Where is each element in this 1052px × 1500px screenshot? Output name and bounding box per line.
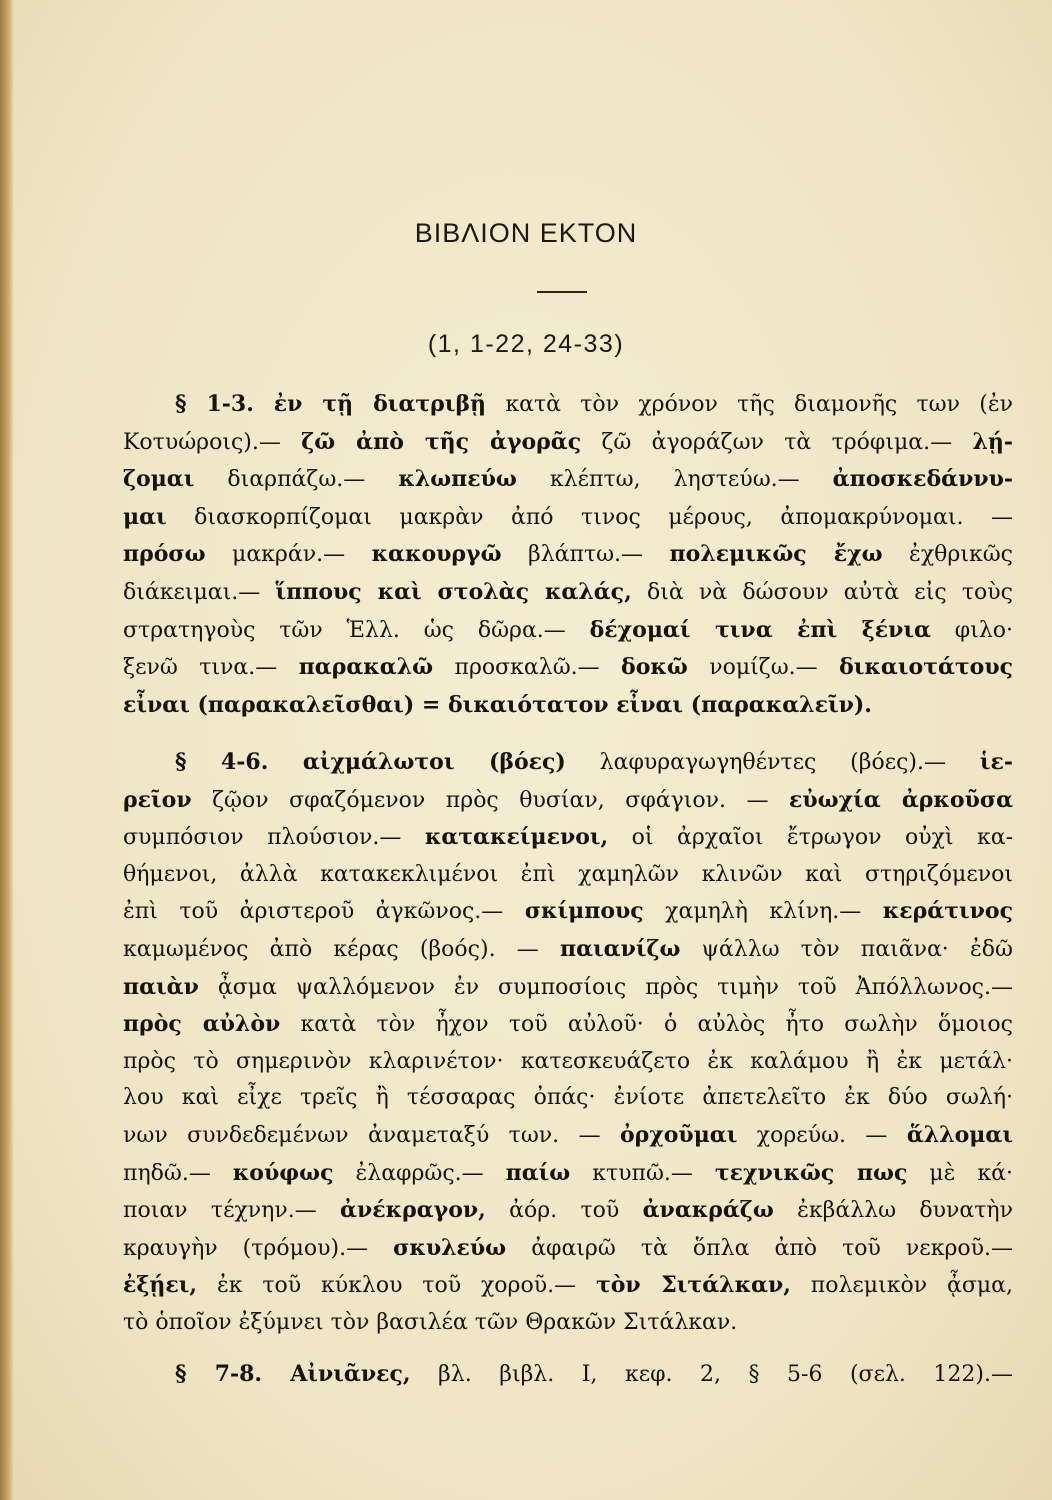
text-line — [123, 386, 1013, 424]
lemma-term: κλωπεύω — [398, 466, 517, 493]
gloss-text: βλ. βιβλ. Ι, κεφ. 2, § 5-6 (σελ. 122).— — [410, 1362, 1013, 1387]
gloss-text: Κοτυώροις).— — [123, 429, 302, 455]
lemma-term: κατακείμενοι, — [424, 824, 609, 851]
gloss-text: λου καὶ εἶχε τρεῖς ἢ τέσσαρας ὀπάς· ἐνίοτε ἀπετελεῖτο ἐκ δύο σωλή· — [123, 1085, 1013, 1111]
gloss-text: προσκαλῶ.— — [433, 655, 622, 681]
gloss-text: ψάλλω τὸν παιᾶνα· ἐδῶ — [680, 936, 1013, 962]
section-4-6 — [123, 744, 1013, 1342]
lemma-term: ζῶ ἀπὸ τῆς ἀγορᾶς — [301, 428, 582, 455]
lemma-term: κούφως — [232, 1159, 334, 1186]
lemma-term: τεχνικῶς πως — [714, 1159, 908, 1186]
lemma-term: § 7-8. Αἰνιᾶνες, — [175, 1361, 411, 1387]
gloss-text: πηδῶ.— — [123, 1160, 233, 1186]
lemma-term: μαι — [123, 503, 167, 530]
text-line — [123, 819, 1013, 857]
gloss-text: καμωμένος ἀπὸ κέρας (βοός). — — [123, 936, 560, 962]
text-line — [123, 782, 1013, 820]
text-line — [123, 1080, 1013, 1117]
gloss-text: ἐκβάλλω δυνατὴν — [773, 1198, 1013, 1224]
section-1-3 — [123, 386, 1013, 724]
gloss-text: ποιαν τέχνην.— — [123, 1198, 341, 1224]
text-line — [123, 612, 1013, 650]
gloss-text: ἀόρ. τοῦ — [485, 1198, 643, 1224]
lemma-term: ἀποσκεδάννυ- — [832, 466, 1013, 493]
text-line — [123, 744, 1013, 782]
text-line — [123, 1155, 1013, 1193]
lemma-term: σκυλεύω — [393, 1234, 507, 1261]
text-line — [123, 461, 1013, 499]
gloss-text: θήμενοι, ἀλλὰ κατακεκλιμένοι ἐπὶ χαμηλῶν κλινῶν καὶ στηριζόμενοι — [123, 861, 1013, 887]
lemma-term: πρόσω — [123, 541, 206, 568]
text-line — [123, 574, 1013, 612]
text-line — [123, 1305, 1013, 1342]
gloss-text: κραυγὴν (τρόμου).— — [123, 1235, 394, 1261]
gloss-text: ἀφαιρῶ τὰ ὅπλα ἀπὸ τοῦ νεκροῦ.— — [506, 1235, 1013, 1261]
section-7-8 — [123, 1356, 1013, 1394]
gloss-text: διαρπάζω.— — [194, 467, 399, 493]
gloss-text: νομίζω.— — [687, 655, 840, 681]
text-line — [123, 687, 1013, 725]
lemma-term: κακουργῶ — [371, 541, 502, 568]
lemma-term: πολεμικῶς ἔχω — [669, 541, 883, 568]
text-line — [123, 1230, 1013, 1268]
gloss-text: βλάπτω.— — [501, 542, 670, 568]
lemma-term: ὀρχοῦμαι — [619, 1121, 738, 1148]
lemma-term: εἶναι (παρακαλεῖσθαι) = δικαιότατον εἶναι (παρακαλεῖν). — [123, 691, 872, 718]
title-divider — [537, 291, 587, 293]
lemma-term: παρακαλῶ — [298, 654, 434, 681]
lemma-term: δικαιοτάτους — [839, 654, 1014, 681]
lemma-term: § 4-6. αἰχμάλωτοι (βόες) — [175, 749, 566, 775]
text-line — [123, 893, 1013, 931]
text-line — [123, 969, 1013, 1007]
lemma-term: ζομαι — [123, 466, 195, 493]
lemma-term: λῄ- — [972, 428, 1013, 455]
gloss-text: μακράν.— — [205, 542, 372, 568]
gloss-text: ἐχθρικῶς — [882, 542, 1013, 568]
text-line — [123, 857, 1013, 894]
gloss-text: πρὸς τὸ σημερινὸν κλαρινέτον· κατεσκευάζετο ἐκ καλάμου ἢ ἐκ μετάλ· — [123, 1048, 1013, 1074]
lemma-term: σκίμπους — [524, 898, 644, 925]
lemma-term: ἵππους καὶ στολὰς καλάς, — [275, 578, 632, 605]
text-line — [123, 1356, 1013, 1394]
chapter-range: (1, 1-22, 24-33) — [427, 330, 625, 358]
text-line — [123, 1006, 1013, 1044]
gloss-text: νων συνδεδεμένων ἀναμεταξύ των. — — [123, 1122, 620, 1148]
gloss-text: ᾆσμα ψαλλόμενον ἐν συμποσίοις πρὸς τιμὴν τοῦ Ἀπόλλωνος.— — [198, 974, 1013, 1000]
gloss-text: ξενῶ τινα.— — [123, 655, 299, 681]
text-line — [123, 499, 1013, 537]
text-line — [123, 536, 1013, 574]
gloss-text: ἐκ τοῦ κύκλου τοῦ χοροῦ.— — [197, 1273, 596, 1299]
gloss-text: διασκορπίζομαι μακρὰν ἀπό τινος μέρους, ἀπομακρύνομαι. — — [166, 504, 1013, 530]
gloss-text: κατὰ τὸν χρόνον τῆς διαμονῆς των (ἐν — [486, 392, 1013, 417]
gloss-text: κλέπτω, ληστεύω.— — [516, 467, 833, 493]
text-line — [123, 1192, 1013, 1230]
text-line — [123, 424, 1013, 462]
gloss-text: κατὰ τὸν ἦχον τοῦ αὐλοῦ· ὁ αὐλὸς ἦτο σωλὴν ὅμοιος — [280, 1012, 1013, 1038]
lemma-term: παίω — [505, 1159, 571, 1186]
lemma-term: κεράτινος — [882, 898, 1013, 925]
gloss-text: μὲ κά· — [907, 1160, 1013, 1186]
lemma-term: ἅλλομαι — [906, 1121, 1013, 1148]
lemma-term: πρὸς αὐλὸν — [123, 1011, 281, 1038]
gloss-text: λαφυραγωγηθέντες (βόες).— — [565, 750, 980, 775]
gloss-text: κτυπῶ.— — [570, 1160, 715, 1186]
lemma-term: ἀνακράζω — [642, 1197, 774, 1224]
gloss-text: ζῶ ἀγοράζων τὰ τρόφιμα.— — [581, 429, 973, 455]
lemma-term: ἀνέκραγον, — [340, 1197, 486, 1224]
lemma-term: παιὰν — [123, 973, 199, 1000]
gloss-text: στρατηγοὺς τῶν Ἑλλ. ὡς δῶρα.— — [123, 617, 590, 643]
gloss-text: χαμηλὴ κλίνη.— — [643, 899, 883, 925]
book-title: ΒΙΒΛΙΟΝ ΕΚΤΟΝ — [414, 218, 638, 248]
lemma-term: ἱε- — [979, 749, 1013, 775]
text-line — [123, 931, 1013, 969]
gloss-text: ζῷον σφαζόμενον πρὸς θυσίαν, σφάγιον. — — [191, 787, 790, 813]
text-line — [123, 1117, 1013, 1155]
lemma-term: ρεῖον — [123, 786, 192, 813]
gloss-text: ἐπὶ τοῦ ἀριστεροῦ ἀγκῶνος.— — [123, 899, 525, 925]
gloss-text: συμπόσιον πλούσιον.— — [123, 825, 425, 851]
text-line — [123, 1267, 1013, 1305]
gloss-text: διάκειμαι.— — [123, 579, 276, 605]
lemma-term: δοκῶ — [621, 654, 688, 681]
lemma-term: δέχομαί τινα ἐπὶ ξένια — [589, 616, 931, 643]
gloss-text: οἱ ἀρχαῖοι ἔτρωγον οὐχὶ κα- — [608, 825, 1014, 851]
gloss-text: ἐλαφρῶς.— — [333, 1160, 506, 1186]
gloss-text: φιλο· — [930, 617, 1013, 643]
gloss-text: πολεμικὸν ᾆσμα, — [790, 1273, 1013, 1299]
gloss-text: διὰ νὰ δώσουν αὐτὰ εἰς τοὺς — [631, 579, 1013, 605]
lemma-term: εὐωχία ἀρκοῦσα — [789, 786, 1013, 813]
lemma-term: ἐξῄει, — [123, 1272, 198, 1299]
text-line — [123, 1044, 1013, 1081]
lemma-term: τὸν Σιτάλκαν, — [595, 1272, 791, 1299]
lemma-term: § 1-3. ἐν τῇ διατριβῇ — [175, 391, 487, 417]
text-line — [123, 649, 1013, 687]
lemma-term: παιανίζω — [559, 935, 681, 962]
gloss-text: χορεύω. — — [737, 1122, 907, 1148]
gloss-text: τὸ ὁποῖον ἐξύμνει τὸν βασιλέα τῶν Θρακῶν Σιτάλκαν. — [123, 1309, 738, 1335]
